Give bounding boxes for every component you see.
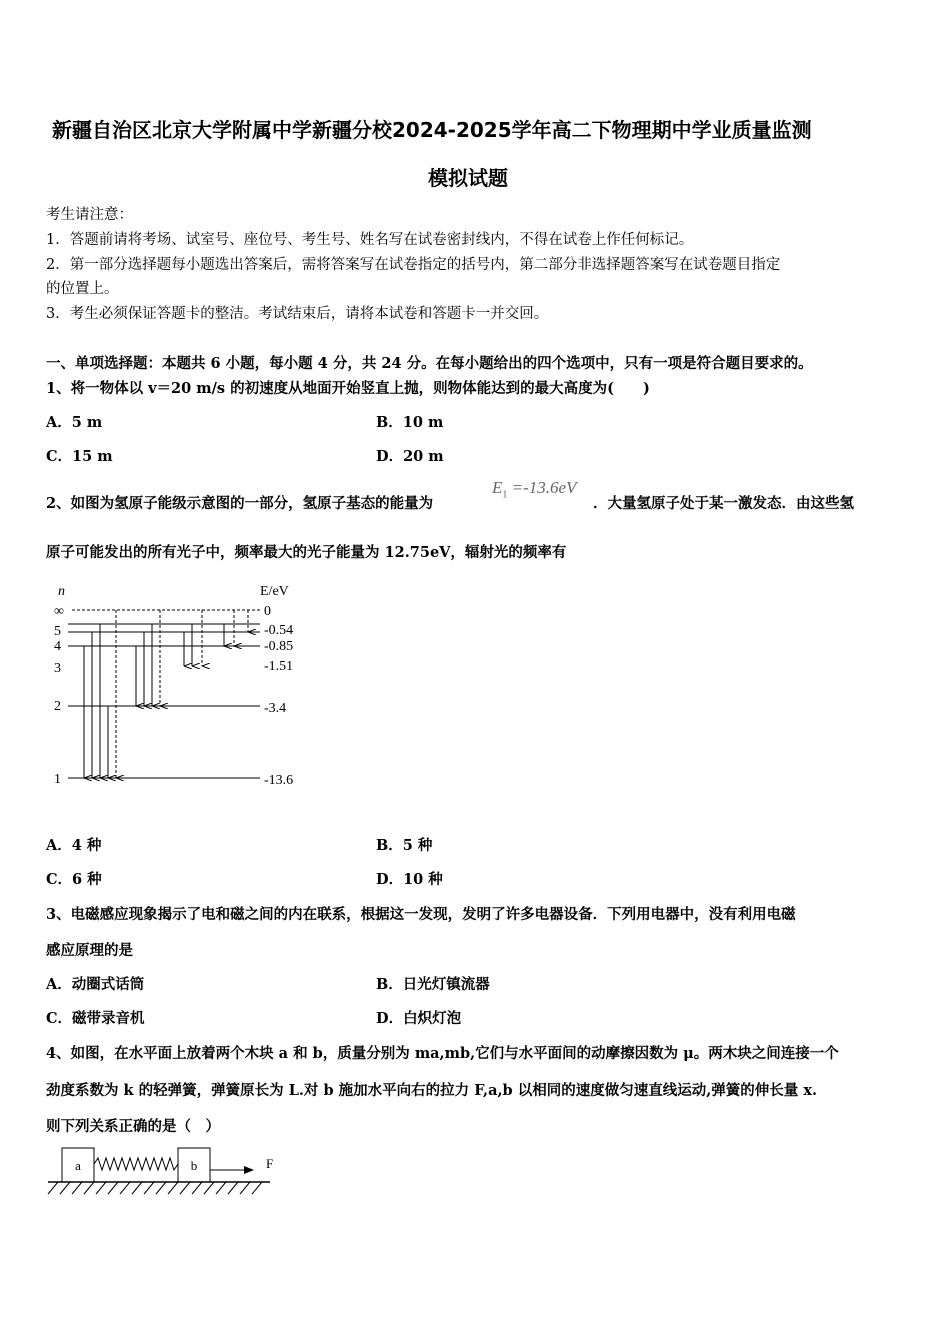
notice-item: 3．考生必须保证答题卡的整洁。考试结束后，请将本试卷和答题卡一并交回。 bbox=[46, 306, 549, 322]
spring-blocks-diagram bbox=[44, 1142, 284, 1200]
notice-item: 1．答题前请将考场、试室号、座位号、考生号、姓名写在试卷密封线内，不得在试卷上作任何标记。 bbox=[46, 232, 694, 248]
level-n-label: 2 bbox=[54, 699, 61, 714]
q3-stem-b: 感应原理的是 bbox=[46, 942, 133, 959]
title-line1: 新疆自治区北京大学附属中学新疆分校2024-2025学年高二下物理期中学业质量监测 bbox=[52, 118, 812, 142]
section-heading: 一、单项选择题：本题共 6 小题，每小题 4 分，共 24 分。在每小题给出的四个选项中，只有一项是符合题目要求的。 bbox=[46, 355, 813, 372]
axis-e-label: E/eV bbox=[260, 584, 289, 599]
spring bbox=[94, 1158, 178, 1170]
notice-item: 的位置上。 bbox=[46, 281, 119, 297]
q2-option-b: B．5 种 bbox=[376, 837, 433, 854]
formula-sub: 1 bbox=[502, 489, 508, 501]
title-line2: 模拟试题 bbox=[428, 166, 508, 190]
q4-stem-b: 劲度系数为 k 的轻弹簧，弹簧原长为 L.对 b 施加水平向右的拉力 F,a,b 以相同的速度做匀速直线运动,弹簧的伸长量 x. bbox=[46, 1082, 818, 1099]
force-label: F bbox=[266, 1156, 274, 1171]
level-n-label: 3 bbox=[54, 661, 61, 676]
q1-option-d: D．20 m bbox=[376, 448, 444, 465]
q2-formula bbox=[492, 478, 576, 500]
level-n-label: ∞ bbox=[54, 604, 64, 619]
q2-option-d: D．10 种 bbox=[376, 871, 443, 888]
formula-e: E bbox=[492, 478, 503, 497]
q3-option-c: C．磁带录音机 bbox=[46, 1010, 145, 1027]
q2-stem-c: 原子可能发出的所有光子中，频率最大的光子能量为 12.75eV，辐射光的频率有 bbox=[46, 544, 567, 561]
level-n-label: 1 bbox=[54, 772, 61, 787]
q1-option-c: C．15 m bbox=[46, 448, 113, 465]
q1-stem: 1、将一物体以 v＝20 m/s 的初速度从地面开始竖直上抛，则物体能达到的最大高度为( ) bbox=[46, 380, 650, 397]
notice-item: 2．第一部分选择题每小题选出答案后，需将答案写在试卷指定的括号内，第二部分非选择题答案写在试卷题目指定 bbox=[46, 257, 781, 273]
q3-option-a: A．动圈式话筒 bbox=[46, 976, 145, 993]
level-n-label: 5 bbox=[54, 624, 61, 639]
q3-option-d: D．白炽灯泡 bbox=[376, 1010, 462, 1027]
energy-level-diagram bbox=[40, 578, 320, 798]
q4-stem-a: 4、如图，在水平面上放着两个木块 a 和 b，质量分别为 ma,mb,它们与水平面间的动摩擦因数为 μ。两木块之间连接一个 bbox=[46, 1045, 839, 1062]
level-e-label: -3.4 bbox=[264, 701, 287, 716]
formula-value: =-13.6eV bbox=[511, 478, 577, 497]
q2-option-a: A．4 种 bbox=[46, 837, 102, 854]
notice-heading: 考生请注意： bbox=[46, 207, 133, 223]
q1-option-a: A．5 m bbox=[46, 414, 103, 431]
q2-stem-b: ．大量氢原子处于某一激发态．由这些氢 bbox=[593, 495, 854, 512]
q2-option-c: C．6 种 bbox=[46, 871, 102, 888]
q3-option-b: B．日光灯镇流器 bbox=[376, 976, 490, 993]
block-b-label: b bbox=[190, 1158, 198, 1173]
block-a-label: a bbox=[75, 1158, 81, 1173]
ground-hatching bbox=[48, 1182, 262, 1194]
level-n-label: 4 bbox=[54, 639, 61, 654]
q1-option-b: B．10 m bbox=[376, 414, 444, 431]
level-e-label: 0 bbox=[264, 604, 271, 619]
level-e-label: -13.6 bbox=[264, 773, 294, 788]
level-e-label: -0.54 bbox=[264, 623, 294, 638]
q3-stem-a: 3、电磁感应现象揭示了电和磁之间的内在联系，根据这一发现，发明了许多电器设备．下列用电器中，没有利用电磁 bbox=[46, 906, 796, 923]
level-e-label: -1.51 bbox=[264, 659, 294, 674]
axis-n-label: n bbox=[58, 584, 65, 599]
level-e-label: -0.85 bbox=[264, 639, 294, 654]
q4-stem-c: 则下列关系正确的是（ ） bbox=[46, 1118, 220, 1135]
force-arrowhead bbox=[244, 1166, 254, 1174]
q2-stem-a: 2、如图为氢原子能级示意图的一部分，氢原子基态的能量为 bbox=[46, 495, 434, 512]
